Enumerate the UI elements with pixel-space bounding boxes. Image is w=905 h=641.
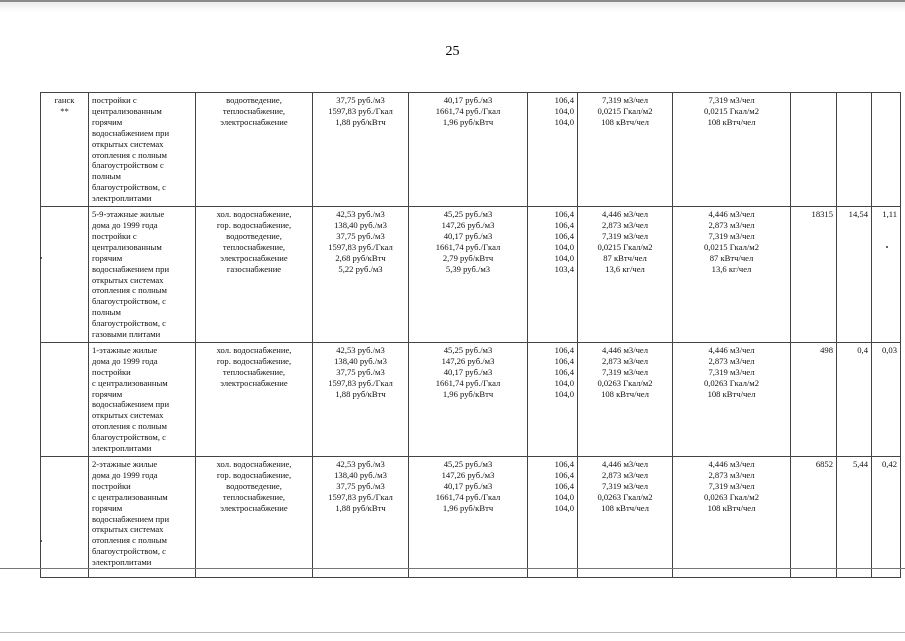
cell-line: водоснабжением при <box>92 263 170 274</box>
city-cell <box>41 207 89 343</box>
cell-line: 106,4 <box>554 469 574 480</box>
cell-line: централизованным <box>92 105 162 116</box>
bottom-rule <box>0 568 905 569</box>
cell-line: 1,88 руб/кВтч <box>335 116 386 127</box>
cell-line: 7,319 м3/чел <box>601 366 649 377</box>
cell-line: отопления с полным <box>92 149 167 160</box>
cell-line: 108 кВтч/чел <box>707 116 756 127</box>
cell-line: 104,0 <box>554 388 574 399</box>
cell-line: 0,0263 Гкал/м2 <box>597 491 653 502</box>
services-cell <box>196 207 313 343</box>
cell-line: благоустройством, с <box>92 296 166 307</box>
cell-line: 6852 <box>815 459 833 469</box>
table-body <box>41 93 901 578</box>
cell-line: постройки с <box>92 95 137 105</box>
cell-line: 4,446 м3/чел <box>708 209 755 220</box>
cell-line: 0,0263 Гкал/м2 <box>703 491 760 502</box>
cell-line: 1,96 руб/кВтч <box>442 502 494 513</box>
cell-line: 7,319 м3/чел <box>601 480 649 491</box>
value-cell-2 <box>837 93 872 207</box>
cell-line: благоустройством, с <box>92 432 166 443</box>
cell-line: 7,319 м3/чел <box>708 366 755 377</box>
cell-line: 138,40 руб./м3 <box>334 355 387 366</box>
page-number: 25 <box>445 44 460 59</box>
cell-line: 106,4 <box>554 459 574 469</box>
services-cell <box>196 93 313 207</box>
cell-line: 2,873 м3/чел <box>708 219 755 230</box>
cell-line: 1661,74 руб./Гкал <box>435 377 501 388</box>
cell-line: 104,0 <box>554 502 574 513</box>
cell-line: 2,873 м3/чел <box>601 219 649 230</box>
cell-line: 7,319 м3/чел <box>708 230 755 241</box>
cell-line: 1,11 <box>882 209 897 220</box>
norm-new-cell <box>673 93 791 207</box>
cell-line: 0,42 <box>881 459 897 469</box>
scan-dot <box>40 540 42 542</box>
value-cell-2 <box>837 207 872 343</box>
cell-line: 13,6 кг/чел <box>605 263 645 274</box>
cell-line: 108 кВтч/чел <box>707 502 756 513</box>
services-cell <box>196 342 313 456</box>
value-cell-3 <box>872 207 901 343</box>
cell-line: 2,873 м3/чел <box>601 469 649 480</box>
cell-line: 0,0263 Гкал/м2 <box>597 377 653 388</box>
cell-line: 106,4 <box>554 344 574 355</box>
scan-top-edge <box>0 0 905 12</box>
cell-line: 4,446 м3/чел <box>708 344 755 355</box>
cell-line: водоотведение, <box>226 480 282 491</box>
cell-line: теплоснабжение, <box>222 105 286 116</box>
cell-line: 1597,83 руб./Гкал <box>328 105 393 116</box>
cell-line: теплоснабжение, <box>222 241 286 252</box>
index-cell <box>528 457 578 578</box>
cell-line: 1-этажные жилые <box>92 344 158 355</box>
cell-line: 7,319 м3/чел <box>601 230 649 241</box>
cell-line: 1597,83 руб./Гкал <box>328 377 393 388</box>
norm-old-cell <box>578 207 673 343</box>
description-cell <box>89 457 196 578</box>
cell-line: 104,0 <box>554 377 574 388</box>
cell-line: 1661,74 руб./Гкал <box>435 105 501 116</box>
cell-line: 0,0263 Гкал/м2 <box>703 377 760 388</box>
norm-old-cell <box>578 342 673 456</box>
index-cell <box>528 93 578 207</box>
tariff-new-cell <box>409 457 528 578</box>
cell-line: 104,0 <box>554 105 574 116</box>
cell-line: дома до 1999 года <box>92 469 158 480</box>
cell-line: 2,873 м3/чел <box>601 355 649 366</box>
cell-line: 5,44 <box>852 459 868 469</box>
cell-line: 45,25 руб./м3 <box>443 209 493 220</box>
cell-line: 1661,74 руб./Гкал <box>435 241 501 252</box>
cell-line: 147,26 руб./м3 <box>441 219 495 230</box>
cell-line: водоотведение, <box>226 95 282 105</box>
cell-line: постройки <box>92 480 131 491</box>
value-cell-3 <box>872 457 901 578</box>
cell-line: дома до 1999 года <box>92 219 158 230</box>
cell-line: открытых системах <box>92 274 164 285</box>
cell-line: 1,96 руб/кВтч <box>442 388 494 399</box>
cell-line: 4,446 м3/чел <box>601 459 649 469</box>
cell-line: 1597,83 руб./Гкал <box>328 241 393 252</box>
cell-line: 104,0 <box>554 241 574 252</box>
cell-line: отопления с полным <box>92 421 167 432</box>
cell-line: 0,03 <box>881 344 897 355</box>
cell-line: электроснабжение <box>220 252 288 263</box>
description-cell <box>89 93 196 207</box>
value-cell-3 <box>872 342 901 456</box>
city-cell <box>41 93 89 207</box>
table-row <box>41 207 901 343</box>
cell-line: хол. водоснабжение, <box>216 344 292 355</box>
cell-line: благоустройством, с <box>92 318 166 329</box>
cell-line: 0,0215 Гкал/м2 <box>597 105 653 116</box>
cell-line: водоснабжением при <box>92 127 170 138</box>
cell-line: централизованным <box>92 241 162 252</box>
cell-line: водоснабжением при <box>92 399 170 410</box>
cell-line: с централизованным <box>92 491 168 502</box>
cell-line: 4,446 м3/чел <box>708 459 755 469</box>
cell-line: 104,0 <box>554 252 574 263</box>
cell-line: 37,75 руб./м3 <box>336 95 385 105</box>
cell-line: 42,53 руб./м3 <box>336 459 385 469</box>
value-cell-2 <box>837 342 872 456</box>
cell-line: хол. водоснабжение, <box>216 209 292 220</box>
cell-line: 498 <box>820 344 833 355</box>
description-cell <box>89 342 196 456</box>
cell-line: ** <box>60 105 69 116</box>
cell-line: 2,79 руб/кВтч <box>442 252 494 263</box>
cell-line: газовыми плитами <box>92 329 161 340</box>
cell-line: 2,68 руб/кВтч <box>335 252 386 263</box>
cell-line: 37,75 руб./м3 <box>336 480 385 491</box>
cell-line: 103,4 <box>554 263 574 274</box>
city-cell <box>41 342 89 456</box>
cell-line: благоустройством с <box>92 160 164 171</box>
cell-line: постройки <box>92 366 131 377</box>
cell-line: ганск <box>54 95 75 105</box>
cell-line: 40,17 руб./м3 <box>443 480 493 491</box>
cell-line: 147,26 руб./м3 <box>441 355 495 366</box>
cell-line: водоснабжением при <box>92 513 170 524</box>
cell-line: 147,26 руб./м3 <box>441 469 495 480</box>
cell-line: теплоснабжение, <box>222 366 286 377</box>
cell-line: 0,4 <box>857 344 868 355</box>
cell-line: постройки с <box>92 230 137 241</box>
cell-line: 1,96 руб/кВтч <box>442 116 494 127</box>
cell-line: 40,17 руб./м3 <box>443 366 493 377</box>
cell-line: 108 кВтч/чел <box>601 116 649 127</box>
cell-line: 40,17 руб./м3 <box>443 95 493 105</box>
cell-line: теплоснабжение, <box>222 491 286 502</box>
index-cell <box>528 342 578 456</box>
value-cell-1 <box>791 207 837 343</box>
cell-line: 108 кВтч/чел <box>601 388 649 399</box>
cell-line: 37,75 руб./м3 <box>336 366 385 377</box>
cell-line: 108 кВтч/чел <box>707 388 756 399</box>
cell-line: 104,0 <box>554 116 574 127</box>
value-cell-3 <box>872 93 901 207</box>
value-cell-1 <box>791 342 837 456</box>
cell-line: отопления с полным <box>92 535 167 546</box>
cell-line: 106,4 <box>554 219 574 230</box>
cell-line: открытых системах <box>92 138 164 149</box>
cell-line: 7,319 м3/чел <box>601 95 649 105</box>
cell-line: открытых системах <box>92 524 164 535</box>
table-row <box>41 457 901 578</box>
cell-line: полным <box>92 171 121 182</box>
cell-line: 1661,74 руб./Гкал <box>435 491 501 502</box>
cell-line: 87 кВтч/чел <box>603 252 647 263</box>
cell-line: открытых системах <box>92 410 164 421</box>
cell-line: 106,4 <box>554 355 574 366</box>
cell-line: 2-этажные жилые <box>92 459 158 469</box>
cell-line: полным <box>92 307 121 318</box>
cell-line: 0,0215 Гкал/м2 <box>703 241 760 252</box>
table-row <box>41 342 901 456</box>
cell-line: 1597,83 руб./Гкал <box>328 491 393 502</box>
scan-dot <box>40 257 42 259</box>
cell-line: горячим <box>92 252 123 263</box>
cell-line: 40,17 руб./м3 <box>443 230 493 241</box>
cell-line: электроплитами <box>92 557 152 568</box>
index-cell <box>528 207 578 343</box>
cell-line: 106,4 <box>554 366 574 377</box>
cell-line: 7,319 м3/чел <box>708 95 755 105</box>
cell-line: электроплитами <box>92 443 152 454</box>
cell-line: 106,4 <box>554 95 574 105</box>
cell-line: 138,40 руб./м3 <box>334 219 387 230</box>
cell-line: 106,4 <box>554 230 574 241</box>
cell-line: 14,54 <box>848 209 868 220</box>
cell-line: 5-9-этажные жилые <box>92 209 165 220</box>
tariff-new-cell <box>409 93 528 207</box>
norm-new-cell <box>673 457 791 578</box>
cell-line: с централизованным <box>92 377 168 388</box>
value-cell-1 <box>791 457 837 578</box>
cell-line: горячим <box>92 502 123 513</box>
cell-line: благоустройством, с <box>92 546 166 557</box>
norm-new-cell <box>673 342 791 456</box>
value-cell-1 <box>791 93 837 207</box>
cell-line: 4,446 м3/чел <box>601 344 649 355</box>
cell-line: 1,88 руб/кВтч <box>335 502 386 513</box>
cell-line: 0,0215 Гкал/м2 <box>597 241 653 252</box>
cell-line: электроплитами <box>92 193 152 204</box>
cell-line: 18315 <box>811 209 833 220</box>
cell-line: 45,25 руб./м3 <box>443 344 493 355</box>
scan-dot <box>886 246 888 248</box>
cell-line: 87 кВтч/чел <box>709 252 754 263</box>
city-cell <box>41 457 89 578</box>
cell-line: хол. водоснабжение, <box>216 459 292 469</box>
norm-new-cell <box>673 207 791 343</box>
cell-line: 7,319 м3/чел <box>708 480 755 491</box>
value-cell-2 <box>837 457 872 578</box>
cell-line: 104,0 <box>554 491 574 502</box>
cell-line: 4,446 м3/чел <box>601 209 649 220</box>
description-cell <box>89 207 196 343</box>
cell-line: отопления с полным <box>92 285 167 296</box>
tariff-new-cell <box>409 342 528 456</box>
cell-line: водоотведение, <box>226 230 282 241</box>
cell-line: 42,53 руб./м3 <box>336 209 385 220</box>
cell-line: 5,39 руб./м3 <box>445 263 491 274</box>
tariff-old-cell <box>313 457 409 578</box>
tariff-new-cell <box>409 207 528 343</box>
cell-line: 2,873 м3/чел <box>708 355 755 366</box>
tariff-old-cell <box>313 207 409 343</box>
cell-line: 108 кВтч/чел <box>601 502 649 513</box>
cell-line: электроснабжение <box>220 377 288 388</box>
cell-line: 37,75 руб./м3 <box>336 230 385 241</box>
cell-line: благоустройством, с <box>92 182 166 193</box>
services-cell <box>196 457 313 578</box>
cell-line: 106,4 <box>554 480 574 491</box>
cell-line: 2,873 м3/чел <box>708 469 755 480</box>
cell-line: 13,6 кг/чел <box>711 263 752 274</box>
table-row <box>41 93 901 207</box>
cell-line: электроснабжение <box>220 116 288 127</box>
cell-line: электроснабжение <box>220 502 288 513</box>
norm-old-cell <box>578 457 673 578</box>
cell-line: горячим <box>92 388 123 399</box>
cell-line: 1,88 руб/кВтч <box>335 388 386 399</box>
cell-line: дома до 1999 года <box>92 355 158 366</box>
cell-line: гор. водоснабжение, <box>216 219 292 230</box>
cell-line: горячим <box>92 116 123 127</box>
tariff-old-cell <box>313 342 409 456</box>
cell-line: 45,25 руб./м3 <box>443 459 493 469</box>
cell-line: газоснабжение <box>226 263 282 274</box>
tariff-table <box>40 92 901 578</box>
cell-line: гор. водоснабжение, <box>216 355 292 366</box>
cell-line: 42,53 руб./м3 <box>336 344 385 355</box>
cell-line: 106,4 <box>554 209 574 220</box>
norm-old-cell <box>578 93 673 207</box>
cell-line: 138,40 руб./м3 <box>334 469 387 480</box>
cell-line: 0,0215 Гкал/м2 <box>703 105 760 116</box>
cell-line: гор. водоснабжение, <box>216 469 292 480</box>
cell-line: 5,22 руб./м3 <box>338 263 383 274</box>
tariff-old-cell <box>313 93 409 207</box>
